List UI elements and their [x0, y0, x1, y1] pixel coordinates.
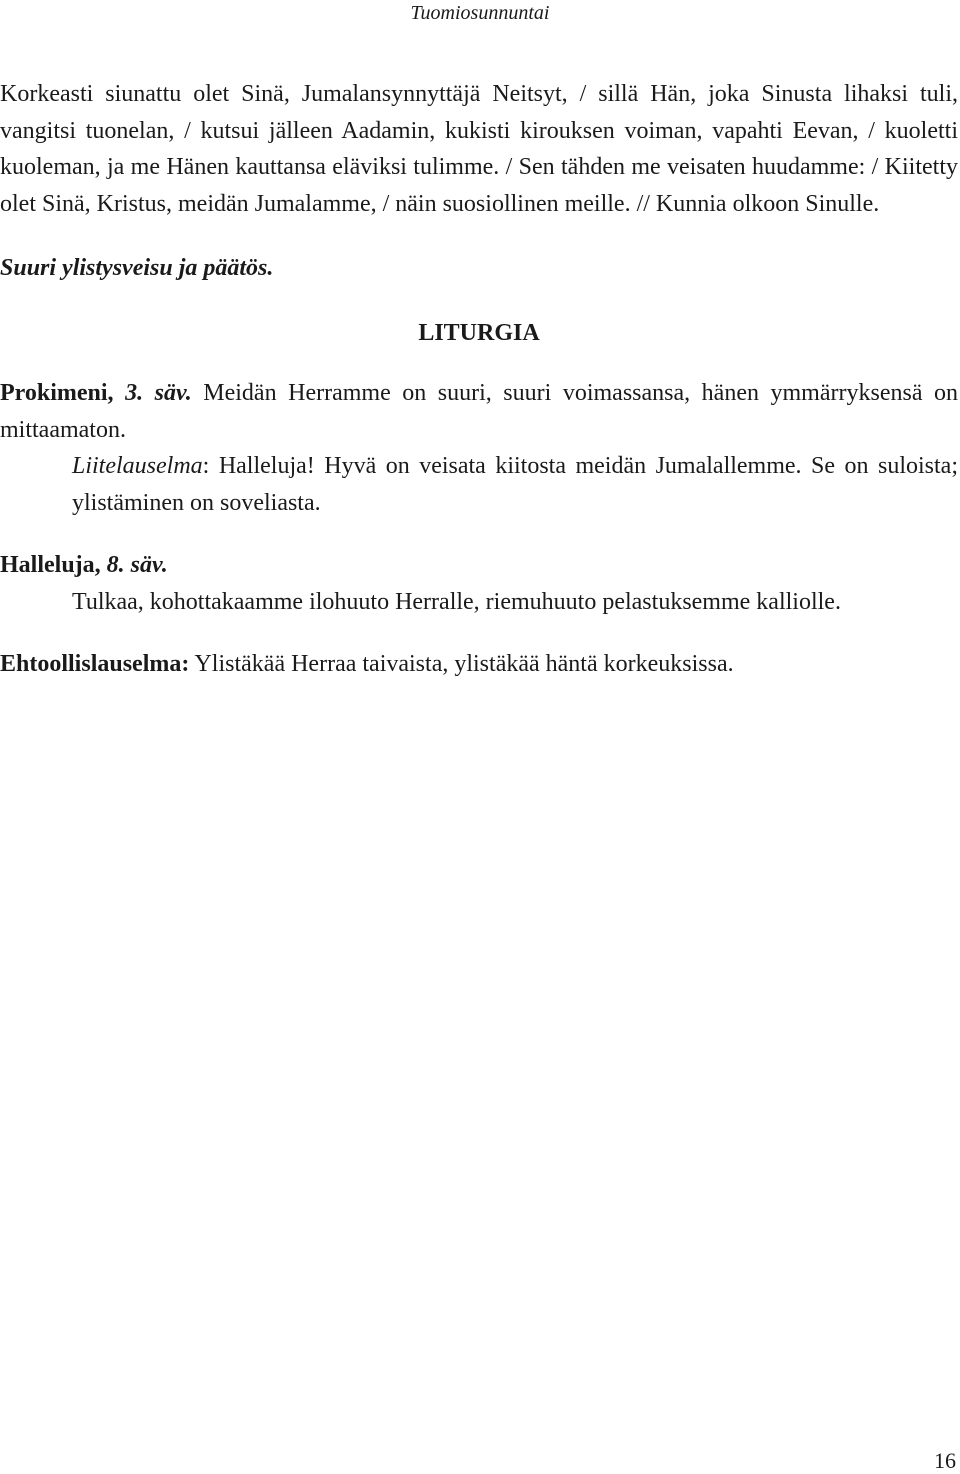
prokimenon-verse-paragraph	[0, 448, 958, 521]
prokimenon-text: Meidän Herramme on suuri, suuri voimassansa, hänen ymmärryksensä on mittaamaton.	[0, 380, 958, 443]
alleluia-heading	[0, 547, 958, 584]
spacer	[0, 222, 958, 250]
great-doxology-note: Suuri ylistysveisu ja päätös.	[0, 255, 274, 281]
alleluia-verse: Tulkaa, kohottakaamme ilohuuto Herralle, riemuhuuto pelastuksemme kalliolle.	[72, 588, 841, 615]
prokimenon-tone: 3.	[125, 380, 144, 406]
alleluia-label: Halleluja,	[0, 552, 101, 578]
troparion-paragraph: Korkeasti siunattu olet Sinä, Jumalansynnyttäjä Neitsyt, / sillä Hän, joka Sinusta lihaksi tuli, vangitsi tuonelan, / kutsui jälleen Aadamin, kukisti kirouksen voiman, vapahti Eevan, / kuoletti kuoleman, ja me Hänen kauttansa eläviksi tulimme. / Sen tähden me veisaten huudamme: / Kiitetty olet Sinä, Kristus, meidän Jumalamme, / näin suosiollinen meille. // Kunnia olkoon Sinulle.	[0, 81, 958, 217]
communion-label: Ehtoollislauselma:	[0, 651, 190, 677]
spacer	[0, 351, 958, 375]
spacer	[0, 287, 958, 315]
prokimenon-verse-label: Liitelauselma	[72, 453, 203, 479]
prokimenon-paragraph	[0, 375, 958, 448]
page-number: 16	[934, 1448, 956, 1473]
prokimenon-verse-text: : Halleluja! Hyvä on veisata kiitosta meidän Jumalallemme. Se on suloista; ylistäminen on soveliasta.	[72, 453, 958, 516]
communion-paragraph	[0, 646, 958, 683]
liturgy-heading: LITURGIA	[418, 319, 540, 346]
prokimenon-tone-abbr: säv.	[154, 380, 192, 406]
spacer	[0, 521, 958, 547]
spacer	[0, 620, 958, 646]
page-header-title: Tuomiosunnuntai	[410, 2, 550, 24]
alleluia-tone-abbr: säv.	[130, 552, 168, 578]
prokimenon-label: Prokimeni,	[0, 380, 114, 406]
page-content	[0, 76, 958, 683]
alleluia-tone: 8.	[106, 552, 125, 578]
communion-text: Ylistäkää Herraa taivaista, ylistäkää häntä korkeuksissa.	[189, 651, 734, 677]
